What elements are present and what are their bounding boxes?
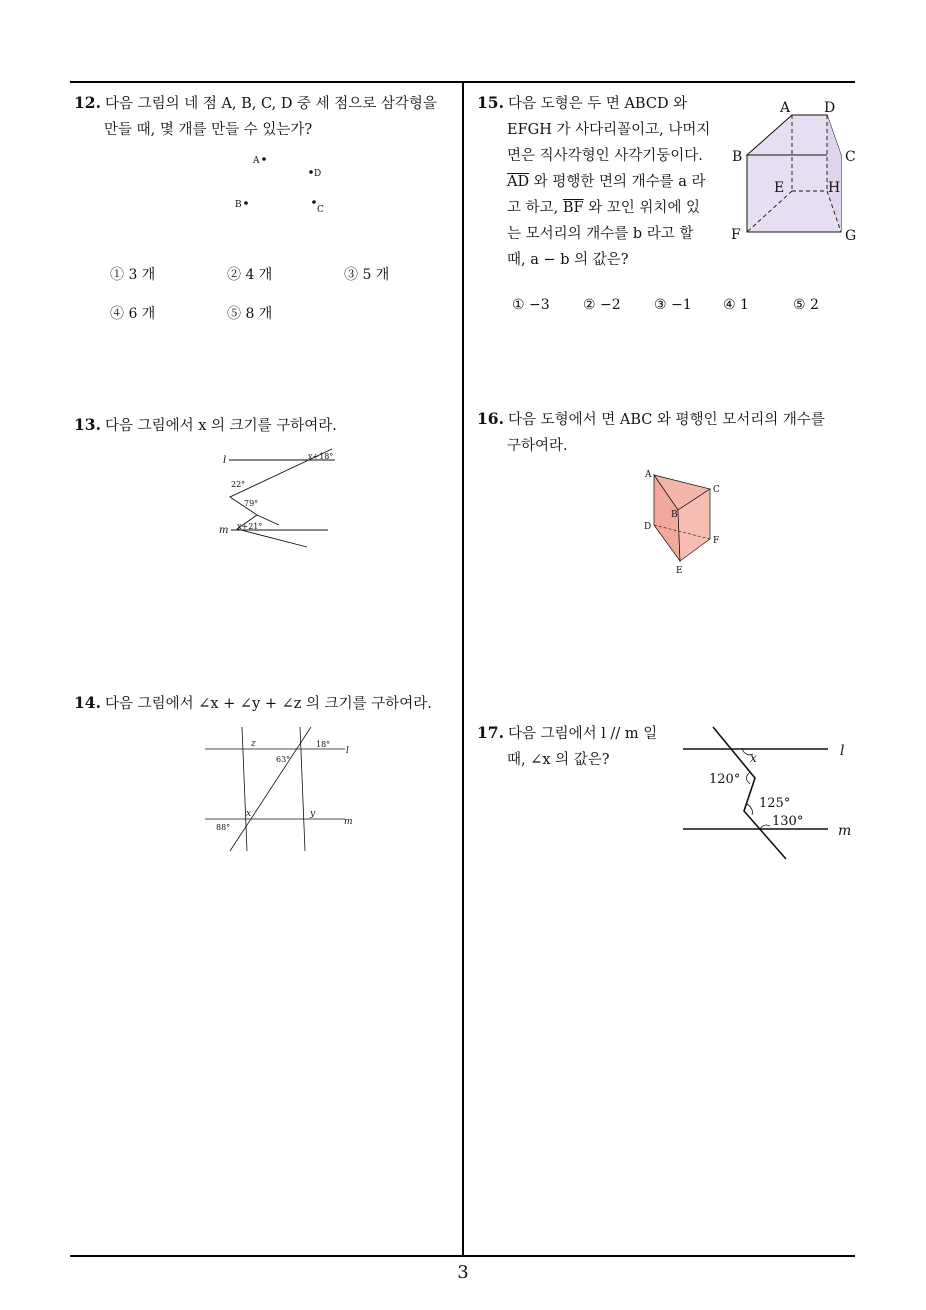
segment-ad: $\overline{AD}$: [507, 174, 530, 190]
point-b: [244, 201, 248, 205]
question-number: 13.: [74, 415, 101, 434]
question-text: 다음 그림에서 x 의 크기를 구하여라.: [104, 418, 337, 434]
line-label-m: m: [219, 525, 229, 536]
angle-130: 130°: [772, 814, 804, 829]
question-text-cont: EFGH 가 사다리꼴이고, 나머지: [507, 122, 711, 138]
question-text: 다음 그림에서 l // m 일: [507, 726, 658, 742]
label-c: C: [317, 205, 324, 215]
question-text-cont: 고 하고, $\overline{BF}$ 와 꼬인 위치에 있: [507, 200, 701, 216]
choice-2[interactable]: ② 4 개: [227, 267, 273, 283]
line-label-l: l: [346, 746, 349, 756]
question-12: [74, 90, 459, 143]
angle-x: x: [750, 751, 757, 765]
angle-y: y: [310, 809, 316, 819]
choice-5[interactable]: ⑤ 8 개: [227, 306, 273, 322]
q17-figure: [680, 722, 865, 862]
question-text-cont: 구하여라.: [507, 438, 568, 454]
vertex-b: B: [671, 510, 678, 520]
q14-figure: [200, 724, 370, 854]
question-16: [477, 406, 862, 459]
angle-top: x+18°: [308, 452, 334, 461]
bottom-rule: [70, 1255, 855, 1257]
choice-1[interactable]: ① −3: [512, 297, 550, 313]
column-divider: [462, 81, 464, 1257]
angle-125: 125°: [759, 796, 791, 811]
vertex-a: A: [780, 100, 791, 116]
question-13: [74, 412, 459, 439]
q13-figure: [215, 445, 345, 555]
question-14: [74, 690, 459, 717]
vertex-b: B: [732, 149, 743, 165]
label-a: A: [253, 156, 260, 166]
question-17: [477, 720, 677, 773]
question-text-cont: $\overline{AD}$ 와 평행한 면의 개수를 a 라: [507, 174, 706, 190]
label-d: D: [314, 169, 322, 179]
choice-3[interactable]: ③ 5 개: [344, 267, 390, 283]
choice-5[interactable]: ⑤ 2: [793, 297, 819, 313]
question-number: 12.: [74, 93, 101, 112]
question-text: 다음 도형에서 면 ABC 와 평행인 모서리의 개수를: [507, 412, 825, 428]
angle-79: 79°: [244, 499, 259, 508]
choice-3[interactable]: ③ −1: [654, 297, 692, 313]
angle-22: 22°: [231, 480, 246, 489]
angle-88: 88°: [216, 823, 231, 832]
question-number: 17.: [477, 723, 504, 742]
q12-figure: [225, 150, 335, 220]
choice-1[interactable]: ① 3 개: [110, 267, 156, 283]
question-text: 다음 그림에서 ∠x + ∠y + ∠z 의 크기를 구하여라.: [104, 696, 432, 712]
vertex-g: G: [845, 228, 857, 244]
question-15: [477, 90, 727, 273]
question-text-cont: 때, a − b 의 값은?: [507, 252, 629, 268]
question-text: 다음 도형은 두 면 ABCD 와: [507, 96, 688, 112]
q15-figure: [726, 92, 866, 252]
question-text: 다음 그림의 네 점 A, B, C, D 중 세 점으로 삼각형을: [104, 96, 437, 112]
q16-figure: [640, 465, 730, 580]
question-number: 15.: [477, 93, 504, 112]
page-number: 3: [457, 1262, 469, 1283]
angle-bottom: x+21°: [237, 522, 263, 531]
angle-x: x: [246, 809, 252, 819]
vertex-d: D: [824, 100, 836, 116]
label-b: B: [235, 200, 242, 210]
line-label-l: l: [223, 455, 227, 466]
angle-18: 18°: [316, 740, 331, 749]
vertex-f: F: [731, 227, 741, 243]
choice-4[interactable]: ④ 1: [723, 297, 749, 313]
vertex-e: E: [774, 180, 785, 196]
vertex-d: D: [644, 522, 652, 532]
vertex-e: E: [676, 566, 683, 576]
vertex-c: C: [845, 149, 856, 165]
angle-120: 120°: [709, 772, 741, 787]
vertex-h: H: [828, 180, 841, 196]
line-label-l: l: [840, 743, 845, 759]
choice-2[interactable]: ② −2: [583, 297, 621, 313]
segment-bf: $\overline{BF}$: [562, 200, 584, 216]
question-text-cont: 는 모서리의 개수를 b 라고 할: [507, 226, 694, 242]
line-label-m: m: [344, 817, 353, 827]
choice-4[interactable]: ④ 6 개: [110, 306, 156, 322]
point-c: [312, 200, 316, 204]
vertex-c: C: [713, 485, 720, 495]
point-a: [262, 157, 266, 161]
angle-63: 63°: [276, 755, 291, 764]
question-text-cont: 때, ∠x 의 값은?: [507, 752, 610, 768]
point-d: [309, 170, 313, 174]
line-label-m: m: [838, 823, 852, 839]
vertex-a: A: [645, 470, 652, 480]
angle-z: z: [251, 739, 256, 749]
question-text-cont: 만들 때, 몇 개를 만들 수 있는가?: [104, 122, 313, 138]
question-number: 16.: [477, 409, 504, 428]
vertex-f: F: [713, 536, 720, 546]
question-text-cont: 면은 직사각형인 사각기둥이다.: [507, 148, 703, 164]
question-number: 14.: [74, 693, 101, 712]
